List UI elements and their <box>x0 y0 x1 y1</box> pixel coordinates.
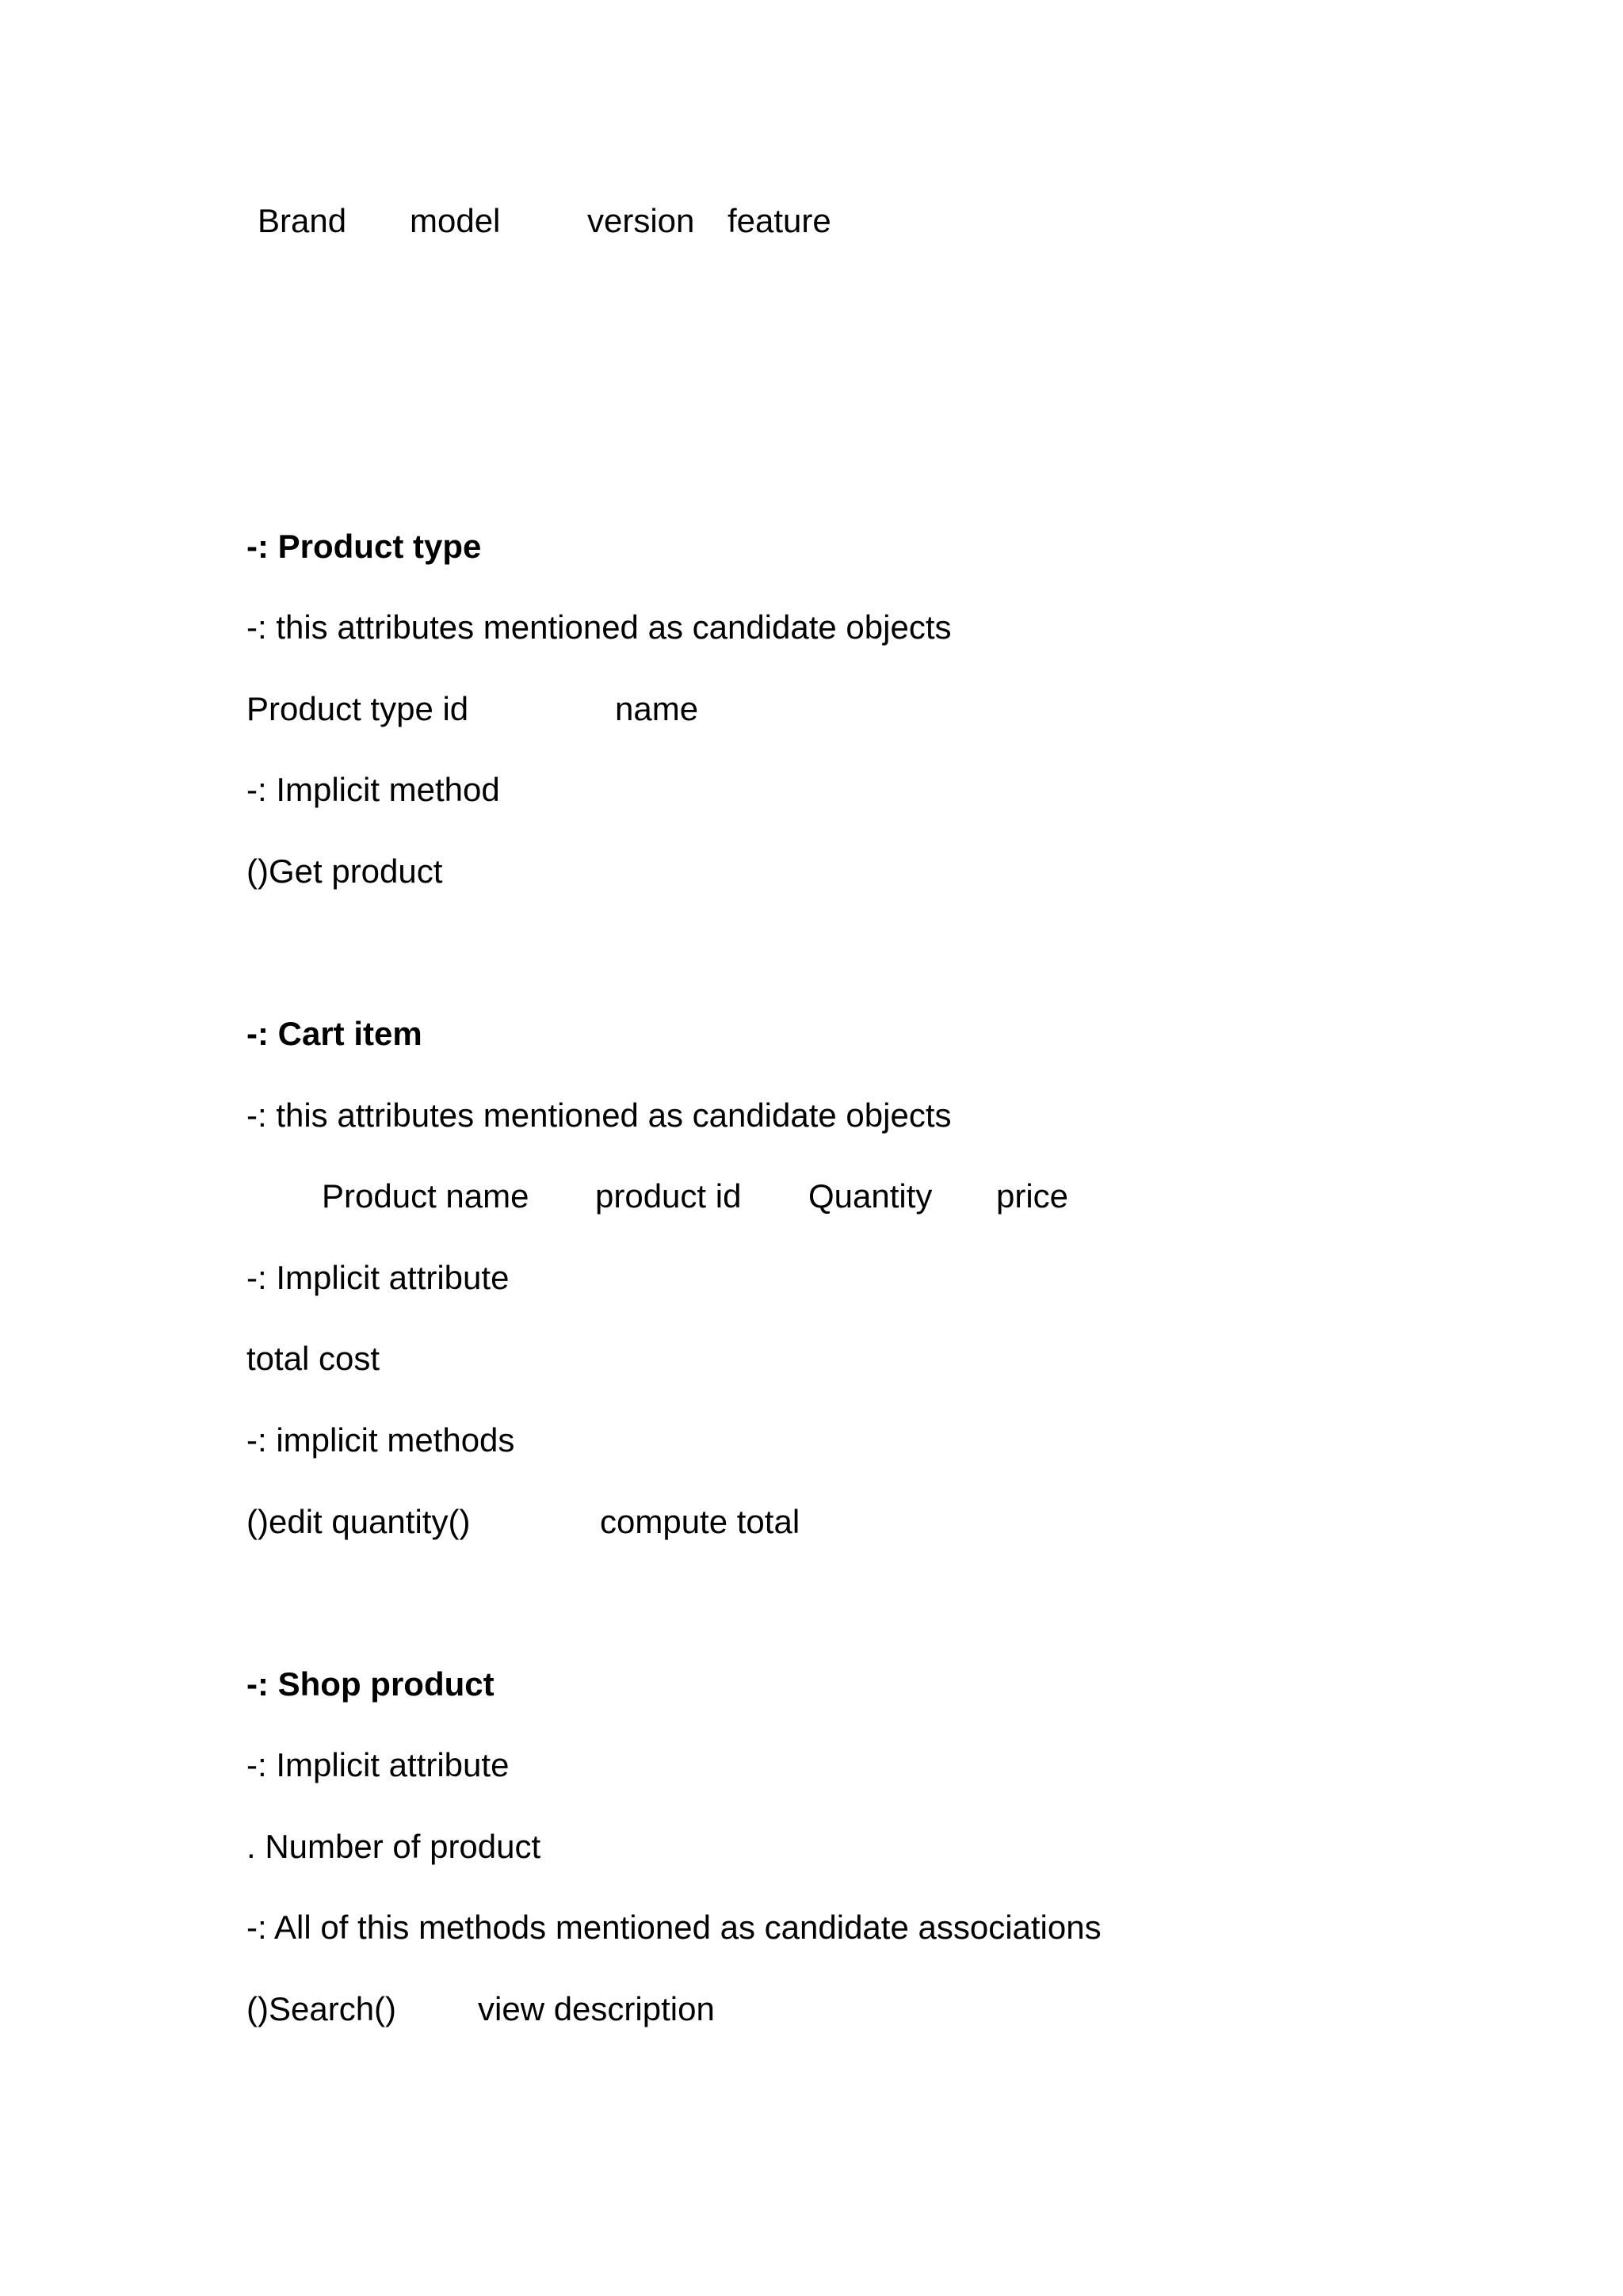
product-type-attr-name: name <box>615 690 699 727</box>
top-attribute-row <box>0 204 1623 244</box>
shop-method-search: ()Search() <box>246 1990 397 2027</box>
top-attr-brand: Brand <box>258 202 347 239</box>
shop-product-associations-note: -: All of this methods mentioned as candidate associations <box>246 1909 1102 1946</box>
cart-item-implicit-attribute: total cost <box>246 1340 380 1377</box>
cart-method-edit-quantity: ()edit quantity() <box>246 1503 471 1540</box>
shop-method-view-description: view description <box>478 1990 715 2027</box>
cart-item-attributes <box>0 1177 1623 1219</box>
cart-item-implicit-attribute-label: -: Implicit attribute <box>246 1259 510 1296</box>
product-type-candidate-note: -: this attributes mentioned as candidate objects <box>246 608 952 646</box>
cart-item-methods <box>0 1505 1623 1545</box>
shop-product-implicit-attribute: . Number of product <box>246 1828 541 1865</box>
cart-attr-product-name: Product name <box>322 1177 529 1215</box>
cart-attr-product-id: product id <box>595 1177 742 1215</box>
top-attr-version: version <box>587 202 695 239</box>
product-type-methods: ()Get product <box>246 852 443 890</box>
cart-method-compute-total: compute total <box>600 1503 800 1540</box>
top-attr-feature: feature <box>727 202 831 239</box>
cart-attr-price: price <box>996 1177 1069 1215</box>
product-type-attributes <box>0 692 1623 732</box>
product-type-attr-id: Product type id <box>246 690 469 727</box>
cart-item-implicit-methods-label: -: implicit methods <box>246 1421 515 1459</box>
product-type-implicit-method-label: -: Implicit method <box>246 771 500 808</box>
top-attr-model: model <box>410 202 501 239</box>
cart-item-heading: -: Cart item <box>246 1015 422 1052</box>
shop-product-methods <box>0 1990 1623 2032</box>
cart-item-candidate-note: -: this attributes mentioned as candidate objects <box>246 1097 952 1134</box>
shop-product-heading: -: Shop product <box>246 1665 495 1703</box>
product-type-heading: -: Product type <box>246 528 482 565</box>
cart-attr-quantity: Quantity <box>808 1177 933 1215</box>
shop-product-implicit-attribute-label: -: Implicit attribute <box>246 1746 510 1783</box>
